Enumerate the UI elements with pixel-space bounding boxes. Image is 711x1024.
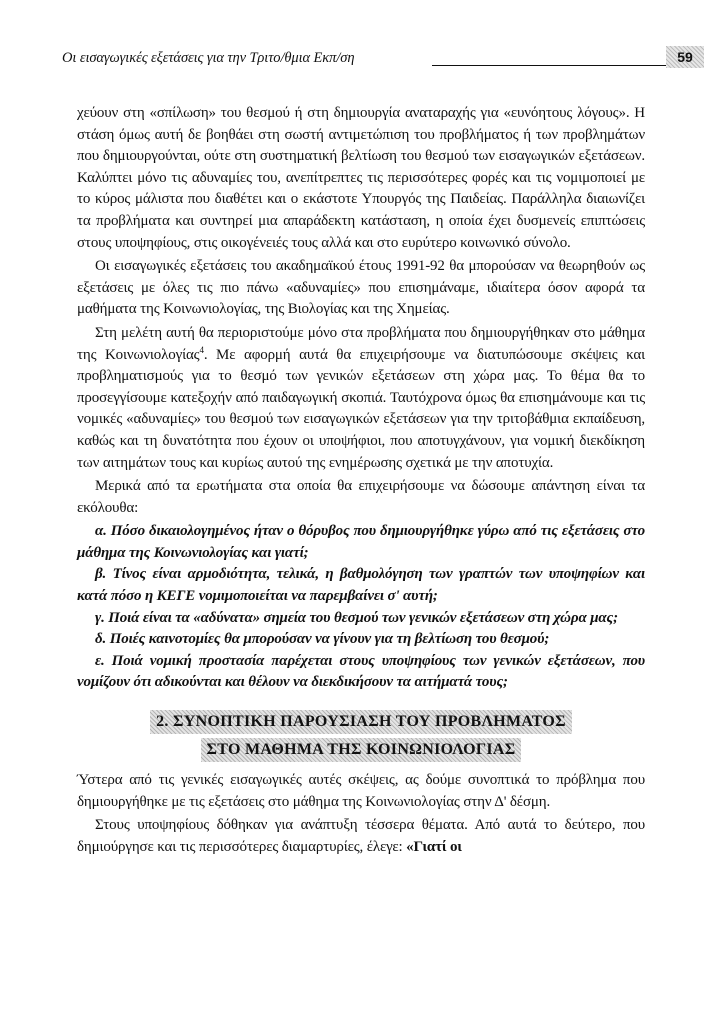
paragraph-1: χεύουν στη «σπίλωση» του θεσμού ή στη δημιουργία αναταραχής για «ευνόητους λόγους». Η στάση όμως αυτή δε βοηθάει στη σωστή αντιμετώπιση του προβλήματος ή των προβλημάτων που δημιουργούνται, ούτε στη συστηματική βελτίωση του θεσμού των εισαγωγικών εξετάσεων. Καλύπτει μόνο τις αδυναμίες του, ανεπίτρεπτες τις περισσότερες φορές και τις νομιμοποιεί με το κύρος μάλιστα που διαθέτει και ο εκάστοτε Υπουργός της Παιδείας. Παράλληλα διαιωνίζει τα προβλήματα και συντηρεί μια απαράδεκτη κατάσταση, η οποία έχει δυσμενείς επιπτώσεις στους υποψηφίους, στις οικογένειές τους αλλά και στο ευρύτερο κοινωνικό σύνολο. bbox=[77, 105, 645, 251]
paragraph-5: Ύστερα από τις γενικές εισαγωγικές αυτές σκέψεις, ας δούμε συνοπτικά το πρόβλημα που δημιουργήθηκε με τις εξετάσεις στο μάθημα της Κοινωνιολογίας στην Δ' δέσμη. bbox=[77, 772, 645, 810]
paragraph-3-text-a: Στη μελέτη αυτή θα περιοριστούμε μόνο στα προβλήματα που δημιουργήθηκαν στο μάθημα της Κοινωνιολογίας bbox=[77, 324, 645, 363]
page-number: 59 bbox=[666, 46, 704, 68]
paragraph-6-quote-start: «Γιατί οι bbox=[406, 838, 462, 855]
paragraph-3 bbox=[77, 323, 645, 474]
question-item: δ. Ποιές καινοτομίες θα μπορούσαν να γίνουν για τη βελτίωση του θεσμού; bbox=[95, 631, 550, 648]
paragraph-4: Μερικά από τα ερωτήματα στα οποία θα επιχειρήσουμε να δώσουμε απάντηση είναι τα εκόλουθα: bbox=[77, 478, 645, 516]
section-heading-line-1: 2. ΣΥΝΟΠΤΙΚΗ ΠΑΡΟΥΣΙΑΣΗ ΤΟΥ ΠΡΟΒΛΗΜΑΤΟΣ bbox=[150, 710, 572, 734]
question-item: γ. Ποιά είναι τα «αδύνατα» σημεία του θεσμού των γενικών εξετάσεων στη χώρα μας; bbox=[95, 609, 618, 626]
paragraph-6-text: Στους υποψηφίους δόθηκαν για ανάπτυξη τέσσερα θέματα. Από αυτά το δεύτερο, που δημιούργησε και τις περισσότερες διαμαρτυρίες, έλεγε: bbox=[77, 817, 645, 855]
paragraph-6 bbox=[77, 815, 645, 858]
question-list bbox=[77, 521, 645, 694]
question-item: α. Πόσο δικαιολογημένος ήταν ο θόρυβος που δημιουργήθηκε γύρω από τις εξετάσεις στο μάθημα της Κοινωνιολογίας και γιατί; bbox=[77, 523, 645, 561]
section-heading-line-2: ΣΤΟ ΜΑΘΗΜΑ ΤΗΣ ΚΟΙΝΩΝΙΟΛΟΓΙΑΣ bbox=[201, 738, 522, 762]
header-rule bbox=[432, 65, 666, 66]
footnote-marker: 4 bbox=[199, 344, 204, 355]
body-text bbox=[77, 103, 645, 858]
section-heading bbox=[77, 708, 645, 764]
paragraph-3-text-b: . Με αφορμή αυτά θα επιχειρήσουμε να διατυπώσουμε σκέψεις και προβληματισμούς για το θεσμό των γενικών εξετάσεων στη χώρα μας. Το θέμα θα το προσεγγίσουμε κατεξοχήν από παιδαγωγική σκοπιά. Ταυτόχρονα όμως θα επισημάνουμε και τις νομικές «αδυναμίες» του θεσμού των εισαγωγικών εξετάσεων για την τριτοβάθμια εκπαίδευση, καθώς και τη δυνατότητα που έχουν οι υποψήφιοι, που αποτυγχάνουν, για νομική διεκδίκηση των αιτημάτων τους και κυρίως αυτού της ενημέρωσης σχετικά με την αποτυχία. bbox=[77, 346, 645, 471]
question-item: ε. Ποιά νομική προστασία παρέχεται στους υποψηφίους των γενικών εξετάσεων, που νομίζουν ότι αδικούνται και θέλουν να διεκδικήσουν τα αιτήματά τους; bbox=[77, 652, 645, 691]
question-item: β. Τίνος είναι αρμοδιότητα, τελικά, η βαθμολόγηση των γραπτών των υποψηφίων και κατά πόσο η ΚΕΓΕ νομιμοποιείται να παρεμβαίνει σ' αυτή; bbox=[77, 566, 645, 605]
running-header bbox=[62, 46, 693, 74]
paragraph-2: Οι εισαγωγικές εξετάσεις του ακαδημαϊκού έτους 1991-92 θα μπορούσαν να θεωρηθούν ως εξετάσεις με όλες τις πιο πάνω «αδυναμίες» που επισημάναμε, ιδιαίτερα όσον αφορά τα μαθήματα της Κοινωνιολογίας, της Βιολογίας και της Χημείας. bbox=[77, 258, 645, 318]
running-title: Οι εισαγωγικές εξετάσεις για την Τριτο/θμια Εκπ/ση bbox=[62, 50, 355, 66]
